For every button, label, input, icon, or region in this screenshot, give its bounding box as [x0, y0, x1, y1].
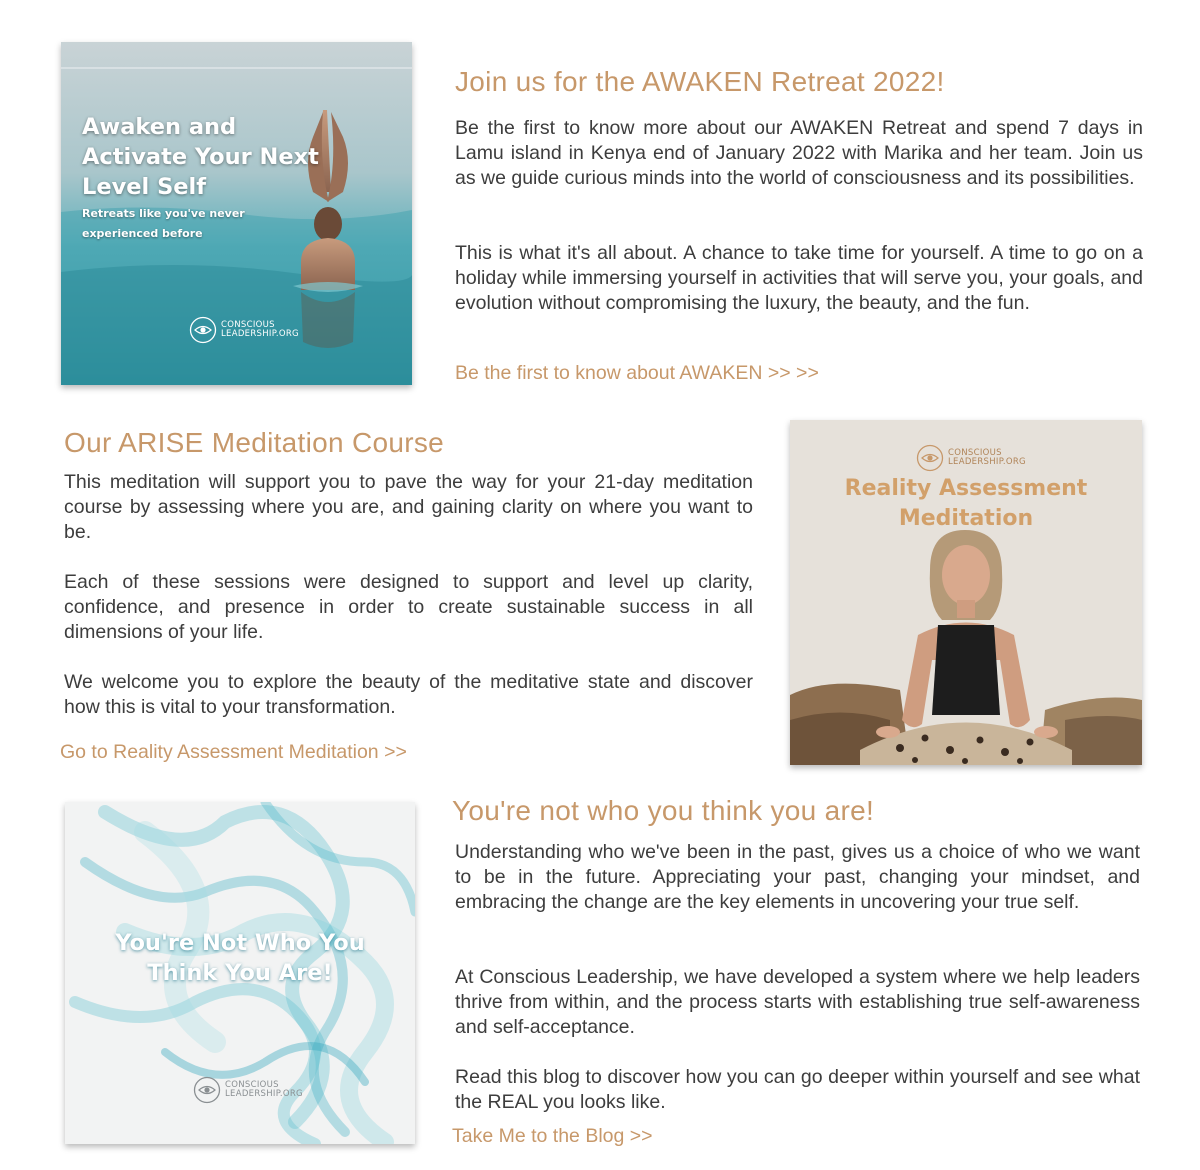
awaken-image-tagline-line: Retreats like you've never — [82, 207, 245, 220]
awaken-image-headline-line: Level Self — [82, 174, 207, 200]
not-who-image-logo — [193, 1076, 303, 1104]
eye-icon — [193, 1076, 221, 1104]
blog-paragraph-2: At Conscious Leadership, we have developed a system where we help leaders thrive from within, and the process starts with establishing true self-awareness and self-acceptance. — [455, 966, 1140, 1038]
awaken-image-headline — [82, 112, 319, 202]
awaken-image-tagline-line: experienced before — [82, 227, 203, 240]
arise-paragraph-1: This meditation will support you to pave the way for your 21-day meditation course by assessing where you are, and gaining clarity on where you want to be. — [64, 471, 753, 543]
awaken-image-logo — [189, 316, 299, 344]
awaken-image-headline-line: Activate Your Next — [82, 144, 319, 170]
awaken-paragraph-2: This is what it's all about. A chance to take time for yourself. A time to go on a holiday while immersing yourself in activities that will serve you, your goals, and evolution without compromising the luxury, the beauty, and the fun. — [455, 242, 1143, 314]
not-who-image-headline — [65, 928, 415, 988]
reality-assessment-image[interactable] — [790, 420, 1142, 765]
logo-line: CONSCIOUS — [948, 448, 1002, 458]
arise-paragraph-2: Each of these sessions were designed to support and level up clarity, confidence, and presence in order to create sustainable success in all dimensions of your life. — [64, 571, 753, 643]
awaken-retreat-image[interactable] — [61, 42, 412, 385]
awaken-paragraph-1: Be the first to know more about our AWAKEN Retreat and spend 7 days in Lamu island in Kenya end of January 2022 with Marika and her team. Join us as we guide curious minds into the world of consciousness and its possibilities. — [455, 117, 1143, 189]
blog-link[interactable]: Take Me to the Blog >> — [452, 1125, 653, 1147]
reality-image-headline — [790, 474, 1142, 534]
eye-icon — [189, 316, 217, 344]
awaken-title: Join us for the AWAKEN Retreat 2022! — [455, 66, 945, 97]
logo-line: CONSCIOUS — [221, 320, 275, 330]
eye-icon — [916, 444, 944, 472]
reality-image-headline-line: Reality Assessment — [844, 476, 1088, 501]
not-who-image-headline-line: Think You Are! — [147, 960, 333, 986]
not-who-image-headline-line: You're Not Who You — [115, 930, 365, 956]
arise-paragraph-3: We welcome you to explore the beauty of the meditative state and discover how this is vital to your transformation. — [64, 671, 753, 718]
logo-line: CONSCIOUS — [225, 1080, 279, 1090]
blog-title: You're not who you think you are! — [452, 795, 875, 826]
logo-line: LEADERSHIP.ORG — [221, 329, 299, 339]
reality-image-headline-line: Meditation — [898, 506, 1034, 531]
awaken-link[interactable]: Be the first to know about AWAKEN >> >> — [455, 362, 819, 384]
awaken-image-headline-line: Awaken and — [82, 114, 237, 140]
logo-line: LEADERSHIP.ORG — [225, 1089, 303, 1099]
awaken-image-tagline — [82, 204, 245, 244]
arise-title: Our ARISE Meditation Course — [64, 427, 445, 458]
reality-image-logo — [916, 444, 1026, 472]
blog-paragraph-3: Read this blog to discover how you can go deeper within yourself and see what the REAL you looks like. — [455, 1066, 1140, 1113]
blog-paragraph-1: Understanding who we've been in the past, gives us a choice of who we want to be in the future. Appreciating your past, changing your mindset, and embracing the change are the key elements in uncovering your true self. — [455, 841, 1140, 913]
not-who-you-think-image[interactable] — [65, 802, 415, 1144]
arise-link[interactable]: Go to Reality Assessment Meditation >> — [60, 741, 407, 763]
logo-line: LEADERSHIP.ORG — [948, 457, 1026, 467]
